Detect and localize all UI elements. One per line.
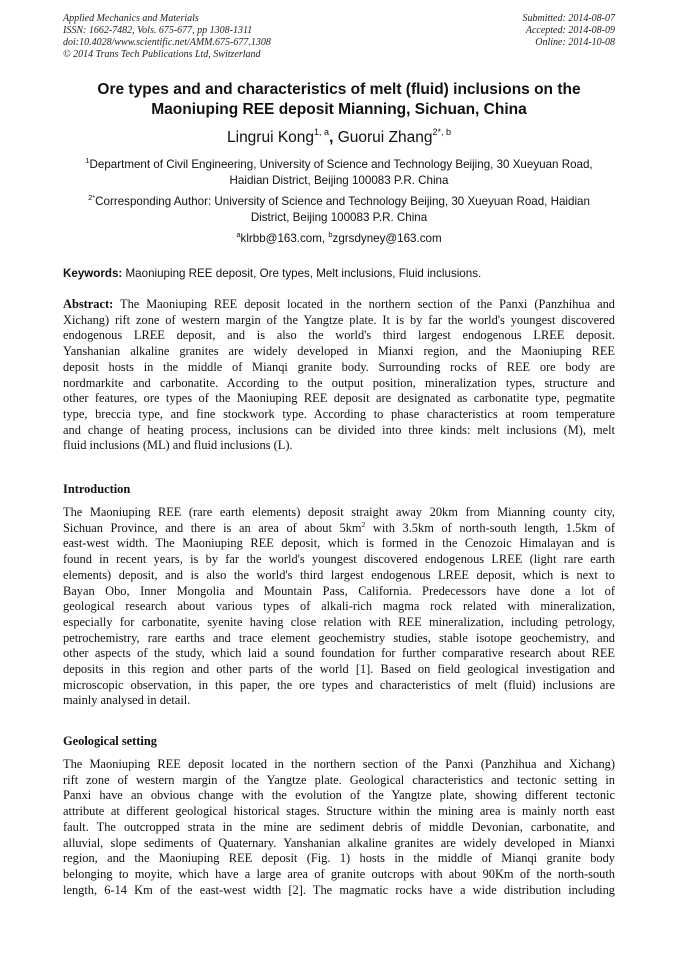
journal-copyright: © 2014 Trans Tech Publications Ltd, Switzerland bbox=[63, 49, 261, 60]
abstract-line: and change of heating process, inclusions can be divided into three kinds: melt inclusions (M), melt bbox=[63, 422, 615, 437]
author-2: Guorui Zhang bbox=[337, 129, 433, 146]
author-1-affiliation-mark: 1, a bbox=[314, 127, 330, 137]
geological-setting-line: fault. The outcropped strata in the mine are sediment debris of middle Devonian, carbonatite, and bbox=[63, 819, 615, 834]
journal-header bbox=[63, 13, 393, 61]
abstract bbox=[63, 297, 615, 454]
introduction-line: east-west width. The Maoniuping REE deposit, which is formed in the Cenozoic Himalayan and is bbox=[63, 536, 615, 551]
journal-issn: ISSN: 1662-7482, Vols. 675-677, pp 1308-1311 bbox=[63, 25, 253, 36]
author-1: Lingrui Kong bbox=[227, 129, 315, 146]
publication-dates bbox=[415, 13, 615, 49]
affiliation-2-mark: 2* bbox=[88, 193, 96, 202]
keywords-text: Maoniuping REE deposit, Ore types, Melt inclusions, Fluid inclusions. bbox=[125, 267, 482, 280]
affiliation-1-mark: 1 bbox=[85, 156, 90, 165]
introduction-line: found in recent years, is by far the world's youngest discovered endogenous LREE (light rare earth bbox=[63, 552, 615, 567]
geological-setting-line: The Maoniuping REE deposit located in the northern section of the Panxi (Panzhihua and Xichang) bbox=[63, 757, 615, 771]
email-b-mark: b bbox=[328, 230, 333, 239]
keywords-label: Keywords: bbox=[63, 267, 123, 280]
affiliation-2-line-2: District, Beijing 100083 P.R. China bbox=[250, 211, 428, 224]
affiliation-1 bbox=[62, 157, 616, 189]
abstract-line: endogenous LREE deposit, and is also the world's third largest endogenous LREE deposit. bbox=[63, 328, 615, 343]
introduction-body bbox=[63, 505, 615, 709]
introduction-line: other aspects of the study, which laid a sound foundation for further comparative research about REE bbox=[63, 646, 615, 661]
geological-setting-line: alluvial, slope sediments of Quaternary. Yanshanian alkaline granites are widely developed in Mianxi bbox=[63, 835, 615, 850]
author-list bbox=[64, 129, 614, 147]
geological-setting-line: region, and the Maoniuping REE deposit (Fig. 1) hosts in the middle of Mianqi granite body bbox=[63, 851, 615, 866]
title-line-2: Maoniuping REE deposit Mianning, Sichuan, China bbox=[151, 100, 527, 118]
date-online: Online: 2014-10-08 bbox=[535, 37, 615, 48]
abstract-line: fluid inclusions (ML) and fluid inclusions (L). bbox=[63, 438, 293, 453]
introduction-line: deposits in this region and other parts of the world [1]. Based on field geological investigation and bbox=[63, 662, 615, 677]
abstract-line: Xichang) rift zone of western margin of the Yangtze plate. It is by far the world's youngest discovered bbox=[63, 312, 615, 327]
introduction-line: Sichuan Province, and there is an area of about $5km^2$ with 3.5km of north-south length, 1.5km of bbox=[63, 519, 615, 535]
abstract-line: Abstract: The Maoniuping REE deposit located in the northern section of the Panxi (Panzhihua and bbox=[63, 297, 615, 311]
geological-setting-line: rift zone of western margin of the Yangtze plate. Geological characteristics and tectonic setting in bbox=[63, 772, 615, 787]
introduction-heading: Introduction bbox=[63, 482, 131, 496]
abstract-label: Abstract: bbox=[63, 297, 114, 311]
introduction-line: geological research about various types of alkali-rich magma rock related with mineralization, bbox=[63, 599, 615, 614]
superscript-2: 2 bbox=[361, 519, 366, 529]
keywords bbox=[63, 266, 615, 281]
email-a[interactable]: klrbb@163.com, bbox=[240, 232, 326, 245]
abstract-line: Yanshanian alkaline granites are widely developed in Mianxi region, and the Maoniuping REE bbox=[63, 344, 615, 359]
title-line-1: Ore types and and characteristics of melt (fluid) inclusions on the bbox=[97, 81, 581, 98]
geological-setting-body bbox=[63, 757, 615, 898]
email-a-mark: a bbox=[236, 230, 241, 239]
introduction-line: petrochemistry, rare earths and trace element geochemistry studies, stable isotope geochemistry, and bbox=[63, 630, 615, 645]
introduction-line: elements) deposit, and is also the world's third largest endogenous LREE deposit, which is next to bbox=[63, 567, 615, 582]
journal-doi: doi:10.4028/www.scientific.net/AMM.675-677.1308 bbox=[63, 37, 271, 48]
date-accepted: Accepted: 2014-08-09 bbox=[525, 25, 615, 36]
introduction-line: mainly analysed in detail. bbox=[63, 693, 191, 708]
abstract-line: type, breccia type, and fine stockwork type. According to phase characteristics at room temperature bbox=[63, 406, 615, 421]
geological-setting-line: attribute at different geological historical stages. Structure within the mining area is mainly north east bbox=[63, 804, 615, 819]
author-separator: , bbox=[329, 129, 334, 146]
date-submitted: Submitted: 2014-08-07 bbox=[522, 13, 615, 24]
journal-name: Applied Mechanics and Materials bbox=[63, 13, 199, 24]
geological-setting-heading: Geological setting bbox=[63, 734, 157, 748]
geological-setting-line: Panxi have an obvious change with the evolution of the Yangtze plate, showing different tectonic bbox=[63, 788, 615, 803]
geological-setting-line: length, 6-14 Km of the east-west width [2]. The magmatic rocks have a wide distribution including bbox=[63, 882, 615, 897]
email-b[interactable]: zgrsdyney@163.com bbox=[332, 232, 442, 245]
introduction-line: The Maoniuping REE (rare earth elements) deposit straight away 20km from Mianning county city, bbox=[63, 505, 615, 519]
abstract-line: nordmarkite and carbonatite. According to the output position, mineralization types, structure and bbox=[63, 375, 615, 390]
affiliation-2-line-1: Corresponding Author: University of Science and Technology Beijing, 30 Xueyuan Road, Haidian bbox=[95, 195, 590, 208]
geological-setting-line: belonging to moyite, which have a large area of granite outcrops with about 90Km of the north-south bbox=[63, 866, 615, 881]
author-emails bbox=[62, 231, 616, 247]
affiliation-2 bbox=[62, 194, 616, 226]
affiliation-1-line-1: Department of Civil Engineering, University of Science and Technology Beijing, 30 Xueyuan Road, bbox=[89, 158, 593, 171]
introduction-line: Bayan Obo, Inner Mongolia and Mountain Pass, California. Predecessors have done a lot of bbox=[63, 583, 615, 598]
affiliation-1-line-2: Haidian District, Beijing 100083 P.R. China bbox=[229, 174, 449, 187]
author-2-affiliation-mark: 2*, b bbox=[432, 127, 451, 137]
introduction-line: microscopic observation, in this paper, the ore types and characteristics of melt (fluid) inclusions are bbox=[63, 677, 615, 692]
paper-title bbox=[70, 80, 608, 119]
abstract-line: other features, ore types of the Maoniuping REE deposit are designated as carbonatite type, pegmatite bbox=[63, 391, 615, 406]
abstract-line: deposit hosts in the middle of Mianqi granite body. Surrounding rocks of REE ore body are bbox=[63, 359, 615, 374]
introduction-line: especially for carbonatite, syenite having close relation with REE mineralization, including petrology, bbox=[63, 614, 615, 629]
